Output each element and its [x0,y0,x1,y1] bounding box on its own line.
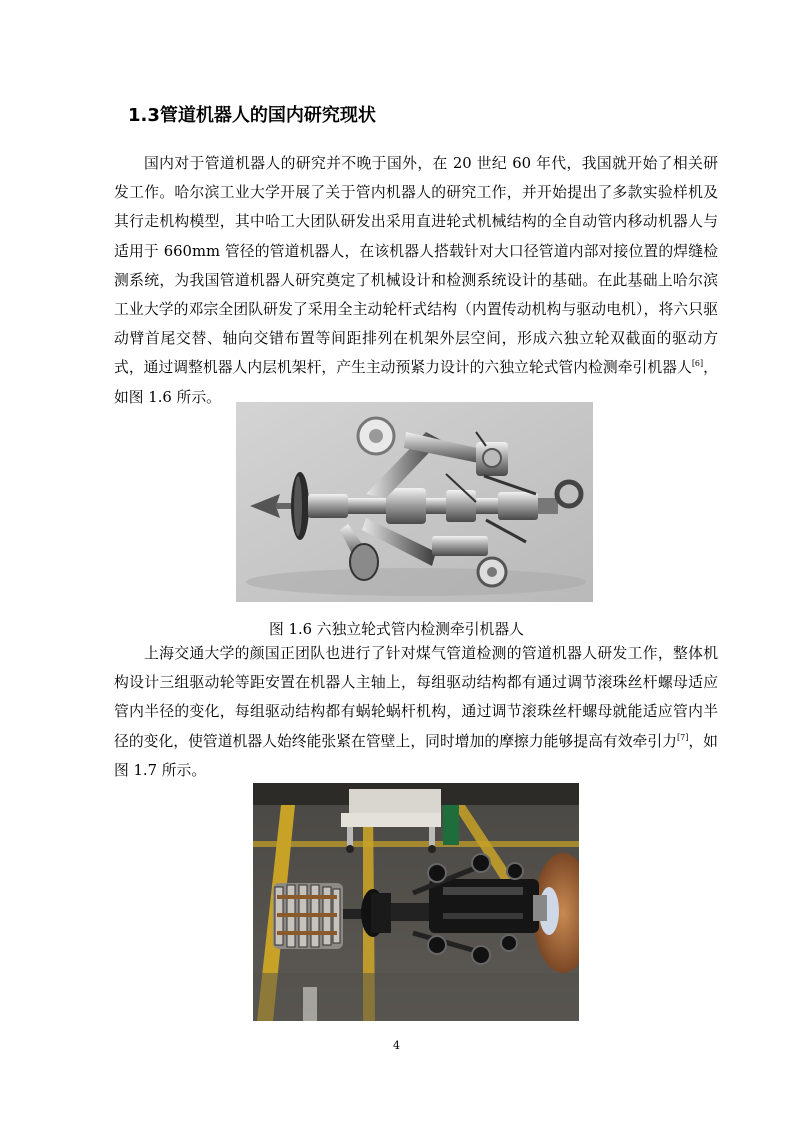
paragraph-text: 上海交通大学的颜国正团队也进行了针对煤气管道检测的管道机器人研发工作，整体机构设计三组驱动轮等距安置在机器人主轴上，每组驱动结构都有通过调节滚珠丝杆螺母适应管内半径的变化，每组驱动结构都有蜗轮蜗杆机构，通过调节滚珠丝杆螺母就能适应管内半径的变化，使管道机器人始终能张紧在管壁上，同时增加的摩擦力能够提高有效牵引力 [114,645,718,750]
citation-ref-7[interactable]: [7] [677,732,689,742]
section-title-text: 管道机器人的国内研究现状 [159,105,376,126]
section-number: 1.3 [128,105,160,126]
paragraph-text: 国内对于管道机器人的研究并不晚于国外，在 20 世纪 60 年代，我国就开始了相关研发工作。哈尔滨工业大学开展了关于管内机器人的研究工作，并开始提出了多款实验样机及其行走机构模型，其中哈工大团队研发出采用直进轮式机械结构的全自动管内移动机器人与适用于 660mm 管径的管道机器人，在该机器人搭载针对大口径管道内部对接位置的焊缝检测系统，为我国管道机器人研究奠定了机械设计和检测系统设计的基础。在此基础上哈尔滨工业大学的邓宗全团队研发了采用全主动轮杆式结构（内置传动机构与驱动电机），将六只驱动臂首尾交替、轴向交错布置等间距排列在机架外层空间，形成六独立轮双截面的驱动方式，通过调整机器人内层机架杆，产生主动预紧力设计的六独立轮式管内检测牵引机器人 [114,155,718,377]
paragraph-domestic-research [114,149,718,412]
paragraph-tail: ，如图 1.6 所示。 [114,359,718,406]
figure-1-6-robot-photo [236,402,593,602]
figure-1-6-caption: 图 1.6 六独立轮式管内检测牵引机器人 [269,621,524,638]
paragraph-tail: ，如图 1.7 所示。 [114,732,718,779]
page-number: 4 [393,1039,400,1052]
paragraph-sjtu-research [114,639,718,785]
citation-ref-6[interactable]: [6] [691,359,704,369]
section-heading [128,103,376,129]
figure-1-7-robot-photo [253,783,579,1021]
